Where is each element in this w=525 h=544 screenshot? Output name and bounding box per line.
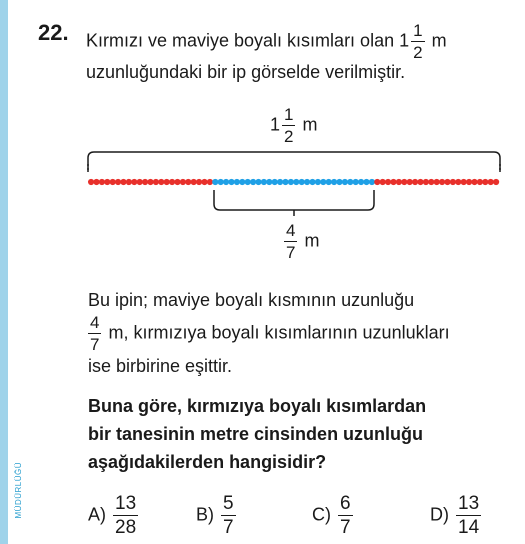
red-bead <box>444 179 450 185</box>
choice-b-label: B) <box>196 504 214 525</box>
blue-fraction-bar <box>284 241 297 242</box>
red-bead <box>164 179 170 185</box>
total-numerator: 1 <box>284 105 294 124</box>
red-bead <box>174 179 180 185</box>
red-bead <box>142 179 148 185</box>
fraction-numerator: 1 <box>413 21 423 40</box>
red-bead <box>396 179 402 185</box>
red-bead <box>390 179 396 185</box>
choice-a-numerator: 13 <box>115 493 137 514</box>
choice-c-numerator: 6 <box>340 493 351 514</box>
body-numerator: 4 <box>90 313 100 332</box>
red-bead <box>191 179 197 185</box>
body-fraction-bar <box>88 333 101 334</box>
red-bead <box>201 179 207 185</box>
choice-a-bar <box>113 515 138 516</box>
blue-unit: m <box>304 230 320 251</box>
red-bead <box>374 179 380 185</box>
choice-d-denominator: 14 <box>458 517 480 538</box>
red-bead <box>493 179 499 185</box>
blue-bead <box>358 179 364 185</box>
blue-bead <box>353 179 359 185</box>
choice-b[interactable] <box>196 494 238 537</box>
blue-bead <box>369 179 375 185</box>
choice-d-label: D) <box>430 504 449 525</box>
total-length-label <box>270 106 318 145</box>
choice-b-fraction <box>221 494 236 537</box>
blue-bead <box>239 179 245 185</box>
blue-bead <box>315 179 321 185</box>
blue-bead <box>228 179 234 185</box>
red-bead <box>482 179 488 185</box>
body-line-2-text: m, kırmızıya boyalı kısımlarının uzunlukları <box>108 322 450 343</box>
red-bead <box>93 179 99 185</box>
blue-denominator: 7 <box>286 243 296 262</box>
body-line-2 <box>86 314 450 353</box>
blue-bead <box>304 179 310 185</box>
red-bead <box>417 179 423 185</box>
choice-a[interactable] <box>88 494 140 537</box>
red-bead <box>423 179 429 185</box>
red-bead <box>99 179 105 185</box>
blue-bead <box>299 179 305 185</box>
blue-bead <box>326 179 332 185</box>
choice-d-bar <box>456 515 481 516</box>
blue-length-label <box>282 222 319 261</box>
body-fraction <box>88 314 101 353</box>
red-bead <box>477 179 483 185</box>
blue-bead <box>347 179 353 185</box>
red-bead <box>412 179 418 185</box>
prompt-line-1: Buna göre, kırmızıya boyalı kısımlardan <box>88 396 427 416</box>
red-bead <box>185 179 191 185</box>
red-bead <box>434 179 440 185</box>
choice-c-label: C) <box>312 504 331 525</box>
total-unit: m <box>302 114 318 135</box>
blue-bead <box>255 179 261 185</box>
bottom-brace <box>214 190 374 210</box>
blue-bead <box>218 179 224 185</box>
choice-c-fraction <box>338 494 353 537</box>
red-bead <box>450 179 456 185</box>
red-bead <box>488 179 494 185</box>
question-text-1: Kırmızı ve maviye boyalı kısımları olan 1 <box>86 30 410 51</box>
choice-b-bar <box>221 515 236 516</box>
blue-bead <box>223 179 229 185</box>
body-line-1: Bu ipin; maviye boyalı kısmının uzunluğu <box>88 290 415 310</box>
choice-a-denominator: 28 <box>115 517 137 538</box>
red-bead <box>153 179 159 185</box>
red-bead <box>131 179 137 185</box>
red-bead <box>104 179 110 185</box>
total-fraction <box>282 106 295 145</box>
choice-c-bar <box>338 515 353 516</box>
red-bead <box>115 179 121 185</box>
prompt-line-3: aşağıdakilerden hangisidir? <box>88 452 327 472</box>
choice-b-denominator: 7 <box>223 517 234 538</box>
red-bead <box>385 179 391 185</box>
choice-c-denominator: 7 <box>340 517 351 538</box>
blue-fraction <box>284 222 297 261</box>
total-fraction-bar <box>282 125 295 126</box>
red-bead <box>110 179 116 185</box>
question-number: 22. <box>38 20 69 45</box>
body-denominator: 7 <box>90 335 100 354</box>
red-bead <box>137 179 143 185</box>
red-bead <box>196 179 202 185</box>
side-label: MÜDÜRLÜĞÜ <box>14 462 23 519</box>
choice-a-fraction <box>113 494 138 537</box>
blue-bead <box>309 179 315 185</box>
blue-bead <box>336 179 342 185</box>
body-line-3: ise birbirine eşittir. <box>88 356 233 376</box>
choice-d[interactable] <box>430 494 483 537</box>
red-bead <box>401 179 407 185</box>
red-bead <box>169 179 175 185</box>
blue-bead <box>261 179 267 185</box>
rope <box>88 179 499 185</box>
choice-c[interactable] <box>312 494 355 537</box>
choice-d-fraction <box>456 494 481 537</box>
red-bead <box>120 179 126 185</box>
blue-bead <box>272 179 278 185</box>
red-bead <box>88 179 94 185</box>
choice-b-numerator: 5 <box>223 493 234 514</box>
blue-bead <box>320 179 326 185</box>
red-bead <box>428 179 434 185</box>
question-unit: m <box>431 30 447 51</box>
red-bead <box>158 179 164 185</box>
red-bead <box>466 179 472 185</box>
blue-bead <box>245 179 251 185</box>
blue-bead <box>250 179 256 185</box>
red-bead <box>380 179 386 185</box>
blue-bead <box>288 179 294 185</box>
red-bead <box>207 179 213 185</box>
red-bead <box>180 179 186 185</box>
total-denominator: 2 <box>284 127 294 146</box>
red-bead <box>147 179 153 185</box>
red-bead <box>407 179 413 185</box>
red-bead <box>126 179 132 185</box>
blue-bead <box>282 179 288 185</box>
choice-d-numerator: 13 <box>458 493 480 514</box>
fraction-denominator: 2 <box>413 43 423 62</box>
blue-bead <box>363 179 369 185</box>
blue-bead <box>293 179 299 185</box>
blue-bead <box>331 179 337 185</box>
blue-bead <box>212 179 218 185</box>
blue-bead <box>277 179 283 185</box>
red-bead <box>471 179 477 185</box>
red-bead <box>461 179 467 185</box>
blue-bead <box>266 179 272 185</box>
prompt-line-2: bir tanesinin metre cinsinden uzunluğu <box>88 424 424 444</box>
blue-bead <box>234 179 240 185</box>
red-bead <box>439 179 445 185</box>
blue-bead <box>342 179 348 185</box>
choice-a-label: A) <box>88 504 106 525</box>
total-whole: 1 <box>270 114 281 135</box>
question-line-2: uzunluğundaki bir ip görselde verilmiştir. <box>86 62 406 82</box>
blue-numerator: 4 <box>286 221 296 240</box>
top-brace <box>88 152 500 172</box>
red-bead <box>455 179 461 185</box>
